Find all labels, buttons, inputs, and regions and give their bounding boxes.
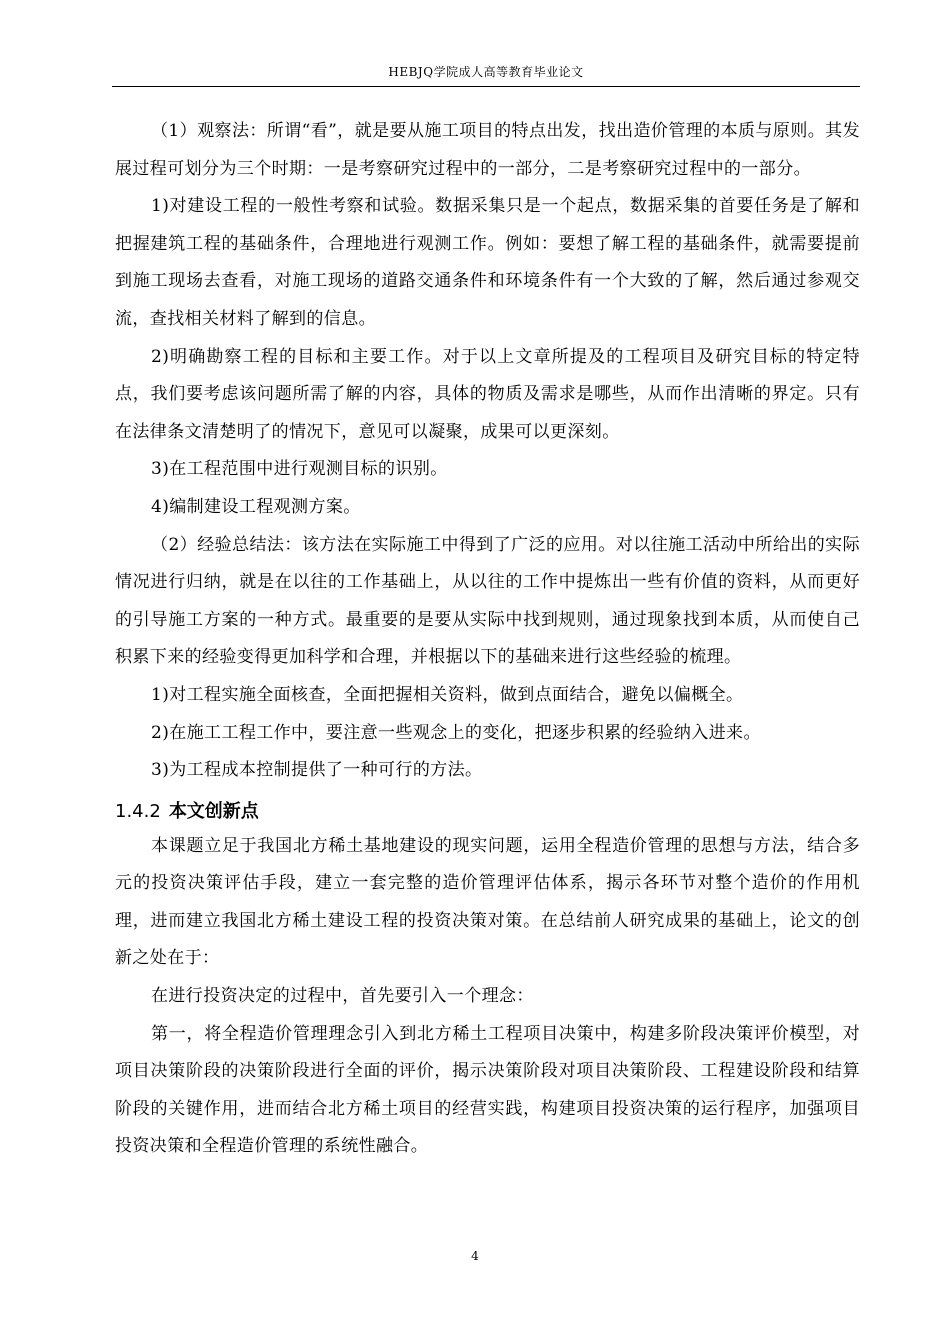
section-heading [115,800,860,824]
running-header: HEBJQ学院成人高等教育毕业论文 [388,65,584,79]
paragraph-experience-item-1: 1)对工程实施全面核查，全面把握相关资料，做到点面结合，避免以偏概全。 [151,684,744,705]
paragraph-observation-item-2: 2)明确勘察工程的目标和主要工作。对于以上文章所提及的工程项目及研究目标的特定特点，我们要考虑该问题所需了解的内容，具体的物质及需求是哪些，从而作出清晰的界定。只有在法律条文清楚明了的情况下，意见可以凝聚，成果可以更深刻。 [115,346,860,442]
paragraph-experience-method: （2）经验总结法：该方法在实际施工中得到了广泛的应用。对以往施工活动中所给出的实际情况进行归纳，就是在以往的工作基础上，从以往的工作中提炼出一些有价值的资料，从而更好的引导施工方案的一种方式。最重要的是要从实际中找到规则，通过现象找到本质，从而使自己积累下来的经验变得更加科学和合理，并根据以下的基础来进行这些经验的梳理。 [115,534,860,668]
paragraph-experience-item-3: 3)为工程成本控制提供了一种可行的方法。 [151,760,483,781]
paragraph-observation-item-1: 1)对建设工程的一般性考察和试验。数据采集只是一个起点，数据采集的首要任务是了解和把握建筑工程的基础条件，合理地进行观测工作。例如：要想了解工程的基础条件，就需要提前到施工现场去查看，对施工现场的道路交通条件和环境条件有一个大致的了解，然后通过参观交流，查找相关材料了解到的信息。 [115,196,860,329]
body-text [115,113,860,1166]
paragraph-observation-method: （1）观察法：所谓“看”，就是要从施工项目的特点出发，找出造价管理的本质与原则。其发展过程可划分为三个时期：一是考察研究过程中的一部分，二是考察研究过程中的一部分。 [115,121,860,179]
paragraph-innovation-first: 第一，将全程造价管理理念引入到北方稀土工程项目决策中，构建多阶段决策评价模型，对项目决策阶段的决策阶段进行全面的评价，揭示决策阶段对项目决策阶段、工程建设阶段和结算阶段的关键作用，进而结合北方稀土项目的经营实践，构建项目投资决策的运行程序，加强项目投资决策和全程造价管理的系统性融合。 [115,1023,860,1157]
section-title: 本文创新点 [168,800,259,822]
page-number: 4 [471,1249,479,1263]
paragraph-innovation-intro: 本课题立足于我国北方稀土基地建设的现实问题，运用全程造价管理的思想与方法，结合多元的投资决策评估手段，建立一套完整的造价管理评估体系，揭示各环节对整个造价的作用机理，进而建立我国北方稀土建设工程的投资决策对策。在总结前人研究成果的基础上，论文的创新之处在于： [115,835,860,969]
header-rule [112,86,860,87]
paragraph-observation-item-3: 3)在工程范围中进行观测目标的识别。 [151,459,448,480]
paragraph-observation-item-4: 4)编制建设工程观测方案。 [151,496,361,517]
section-number: 1.4.2 [115,800,161,822]
paragraph-innovation-concept: 在进行投资决定的过程中，首先要引入一个理念： [151,986,534,1007]
paragraph-experience-item-2: 2)在施工工程工作中，要注意一些观念上的变化，把逐步积累的经验纳入进来。 [151,722,761,743]
